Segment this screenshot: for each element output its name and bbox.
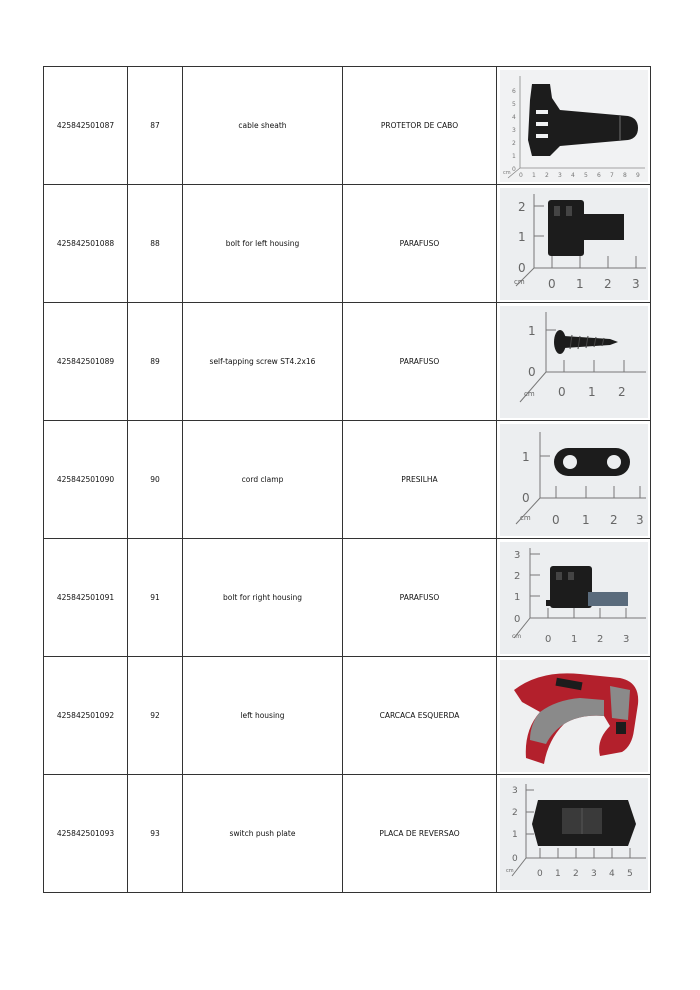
scale-y-label: 1 — [513, 591, 520, 603]
article-number: 425842501093 — [44, 775, 128, 893]
scale-y-label: 1 — [517, 229, 526, 244]
scale-x-label: 4 — [570, 171, 575, 179]
part-image-cell — [497, 67, 651, 185]
part-name-pt: PARAFUSO — [343, 539, 497, 657]
scale-y-label: 5 — [511, 100, 516, 108]
part-name-pt: PROTETOR DE CABO — [343, 67, 497, 185]
scale-y-label: 2 — [511, 807, 518, 818]
push-plate-photo — [500, 778, 648, 890]
scale-x-label: 2 — [609, 512, 618, 527]
scale-unit-label: cm — [505, 867, 514, 874]
part-name-pt: PARAFUSO — [343, 185, 497, 303]
table-row — [44, 303, 651, 421]
scale-y-label: 2 — [513, 570, 520, 582]
cable-sheath-photo — [500, 70, 648, 182]
scale-y-label: 3 — [511, 785, 518, 796]
scale-x-label: 2 — [572, 868, 579, 879]
position-number: 89 — [128, 303, 183, 421]
part-image-cell — [497, 421, 651, 539]
scale-y-label: 4 — [511, 113, 516, 121]
article-number: 425842501090 — [44, 421, 128, 539]
table-row — [44, 185, 651, 303]
scale-y-label: 0 — [513, 613, 520, 625]
part-image-cell — [497, 775, 651, 893]
scale-y-label: 6 — [511, 87, 516, 95]
scale-y-label: 1 — [527, 323, 536, 338]
scale-x-label: 0 — [551, 512, 560, 527]
scale-x-label: 5 — [583, 171, 588, 179]
part-name-en: self-tapping screw ST4.2x16 — [183, 303, 343, 421]
table-row — [44, 421, 651, 539]
article-number: 425842501088 — [44, 185, 128, 303]
part-image-cell — [497, 539, 651, 657]
position-number: 93 — [128, 775, 183, 893]
scale-x-label: 3 — [622, 633, 629, 645]
position-number: 87 — [128, 67, 183, 185]
scale-x-label: 0 — [544, 633, 551, 645]
part-name-pt: PARAFUSO — [343, 303, 497, 421]
scale-x-label: 1 — [575, 276, 584, 291]
scale-x-label: 0 — [536, 868, 543, 879]
position-number: 92 — [128, 657, 183, 775]
table-row — [44, 539, 651, 657]
bolt-right-photo — [500, 542, 648, 654]
scale-y-label: 3 — [511, 126, 516, 134]
scale-unit-label: cm — [502, 169, 511, 176]
part-image-cell — [497, 185, 651, 303]
scale-y-label: 2 — [511, 139, 516, 147]
scale-x-label: 2 — [544, 171, 549, 179]
article-number: 425842501087 — [44, 67, 128, 185]
scale-x-label: 6 — [596, 171, 601, 179]
part-image-cell — [497, 657, 651, 775]
scale-y-label: 0 — [517, 260, 526, 275]
table-row — [44, 657, 651, 775]
part-name-en: cable sheath — [183, 67, 343, 185]
scale-y-label: 0 — [521, 490, 530, 505]
part-name-pt: PRESILHA — [343, 421, 497, 539]
part-name-pt: PLACA DE REVERSAO — [343, 775, 497, 893]
scale-unit-label: cm — [511, 632, 521, 640]
part-name-en: switch push plate — [183, 775, 343, 893]
scale-x-label: 3 — [557, 171, 562, 179]
scale-x-label: 2 — [617, 384, 626, 399]
part-name-en: left housing — [183, 657, 343, 775]
scale-y-label: 0 — [527, 364, 536, 379]
scale-y-label: 0 — [511, 165, 516, 173]
scale-x-label: 9 — [635, 171, 640, 179]
table-row — [44, 775, 651, 893]
scale-x-label: 1 — [554, 868, 561, 879]
scale-unit-label: cm — [513, 277, 525, 286]
part-name-en: bolt for left housing — [183, 185, 343, 303]
scale-x-label: 0 — [518, 171, 523, 179]
scale-x-label: 7 — [609, 171, 614, 179]
scale-x-label: 3 — [631, 276, 640, 291]
part-name-en: cord clamp — [183, 421, 343, 539]
scale-x-label: 5 — [626, 868, 633, 879]
scale-y-label: 1 — [521, 449, 530, 464]
scale-x-label: 8 — [622, 171, 627, 179]
article-number: 425842501089 — [44, 303, 128, 421]
scale-x-label: 1 — [581, 512, 590, 527]
scale-x-label: 0 — [547, 276, 556, 291]
position-number: 91 — [128, 539, 183, 657]
scale-unit-label: cm — [519, 513, 531, 522]
scale-y-label: 1 — [511, 152, 516, 160]
scale-x-label: 2 — [603, 276, 612, 291]
scale-x-label: 1 — [531, 171, 536, 179]
article-number: 425842501092 — [44, 657, 128, 775]
scale-x-label: 4 — [608, 868, 615, 879]
position-number: 88 — [128, 185, 183, 303]
scale-unit-label: cm — [523, 389, 535, 398]
bolt-left-photo — [500, 188, 648, 300]
parts-table — [43, 66, 651, 893]
part-name-pt: CARCACA ESQUERDA — [343, 657, 497, 775]
cord-clamp-photo — [500, 424, 648, 536]
scale-y-label: 3 — [513, 549, 520, 561]
scale-x-label: 0 — [557, 384, 566, 399]
scale-y-label: 1 — [511, 829, 518, 840]
position-number: 90 — [128, 421, 183, 539]
scale-x-label: 1 — [570, 633, 577, 645]
scale-x-label: 3 — [635, 512, 644, 527]
part-image-cell — [497, 303, 651, 421]
table-row — [44, 67, 651, 185]
scale-x-label: 3 — [590, 868, 597, 879]
scale-y-label: 2 — [517, 199, 526, 214]
screw-photo — [500, 306, 648, 418]
left-housing-photo — [500, 660, 648, 772]
part-name-en: bolt for right housing — [183, 539, 343, 657]
scale-x-label: 2 — [596, 633, 603, 645]
scale-x-label: 1 — [587, 384, 596, 399]
article-number: 425842501091 — [44, 539, 128, 657]
scale-y-label: 0 — [511, 853, 518, 864]
